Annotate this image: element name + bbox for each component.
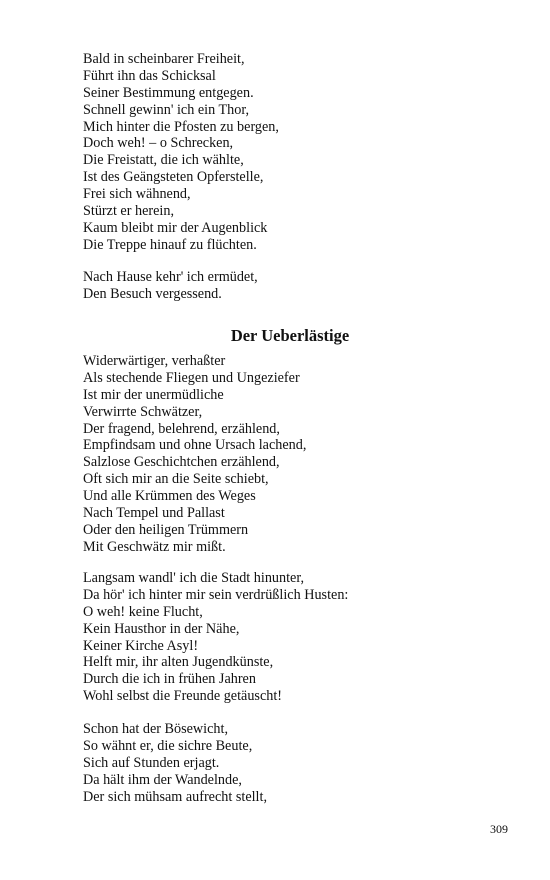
verse-line: Und alle Krümmen des Weges bbox=[83, 488, 256, 505]
verse-line: Kein Hausthor in der Nähe, bbox=[83, 620, 240, 637]
verse-line: Nach Tempel und Pallast bbox=[83, 505, 225, 522]
verse-line: Schon hat der Bösewicht, bbox=[83, 721, 228, 737]
verse-line: Doch weh! – o Schrecken, bbox=[83, 135, 234, 152]
verse-line: Da hält ihm der Wandelnde, bbox=[83, 771, 242, 788]
verse-line: Keiner Kirche Asyl! bbox=[83, 637, 199, 654]
verse-line: Durch die ich in frühen Jahren bbox=[83, 671, 256, 688]
verse-line: Die Freistatt, die ich wählte, bbox=[83, 152, 244, 169]
verse-line: Oder den heiligen Trümmern bbox=[83, 521, 249, 538]
verse-line: Ist des Geängsteten Opferstelle, bbox=[83, 169, 264, 186]
verse-line: Kaum bleibt mir der Augenblick bbox=[83, 219, 268, 236]
verse-line: Nach Hause kehr' ich ermüdet, bbox=[83, 269, 258, 285]
verse-line: Da hör' ich hinter mir sein verdrüßlich Husten: bbox=[83, 586, 349, 603]
verse-line: Widerwärtiger, verhaßter bbox=[83, 353, 226, 369]
verse-line: Ist mir der unermüdliche bbox=[83, 386, 224, 403]
verse-line: O weh! keine Flucht, bbox=[83, 603, 203, 620]
verse-line: Schnell gewinn' ich ein Thor, bbox=[83, 101, 250, 118]
page-number: 309 bbox=[490, 822, 508, 836]
verse-line: Langsam wandl' ich die Stadt hinunter, bbox=[83, 570, 305, 586]
verse-line: Frei sich wähnend, bbox=[83, 186, 191, 203]
stanza-top-1 bbox=[83, 51, 523, 254]
verse-line: Sich auf Stunden erjagt. bbox=[83, 754, 220, 771]
stanza-bottom-1 bbox=[83, 353, 523, 556]
verse-line: Salzlose Geschichtchen erzählend, bbox=[83, 454, 280, 471]
verse-line: Verwirrte Schwätzer, bbox=[83, 403, 203, 420]
poem-title: Der Ueberlästige bbox=[230, 326, 350, 345]
verse-line: Der sich mühsam aufrecht stellt, bbox=[83, 788, 267, 805]
verse-line: Führt ihn das Schicksal bbox=[83, 67, 216, 84]
verse-line: Bald in scheinbarer Freiheit, bbox=[83, 51, 245, 67]
verse-line: Als stechende Fliegen und Ungeziefer bbox=[83, 369, 300, 386]
stanza-bottom-2 bbox=[83, 570, 523, 705]
verse-line: Die Treppe hinauf zu flüchten. bbox=[83, 236, 257, 253]
verse-line: Den Besuch vergessend. bbox=[83, 285, 222, 302]
verse-line: Wohl selbst die Freunde getäuscht! bbox=[83, 688, 283, 705]
verse-line: Der fragend, belehrend, erzählend, bbox=[83, 420, 280, 437]
verse-line: Mich hinter die Pfosten zu bergen, bbox=[83, 118, 279, 135]
verse-line: Helft mir, ihr alten Jugendkünste, bbox=[83, 654, 274, 671]
verse-line: So wähnt er, die sichre Beute, bbox=[83, 737, 253, 754]
stanza-top-2 bbox=[83, 269, 523, 303]
verse-line: Mit Geschwätz mir mißt. bbox=[83, 538, 226, 555]
verse-line: Oft sich mir an die Seite schiebt, bbox=[83, 471, 269, 488]
verse-line: Empfindsam und ohne Ursach lachend, bbox=[83, 437, 307, 454]
verse-line: Seiner Bestimmung entgegen. bbox=[83, 84, 254, 101]
verse-line: Stürzt er herein, bbox=[83, 203, 174, 220]
stanza-bottom-3 bbox=[83, 721, 523, 805]
